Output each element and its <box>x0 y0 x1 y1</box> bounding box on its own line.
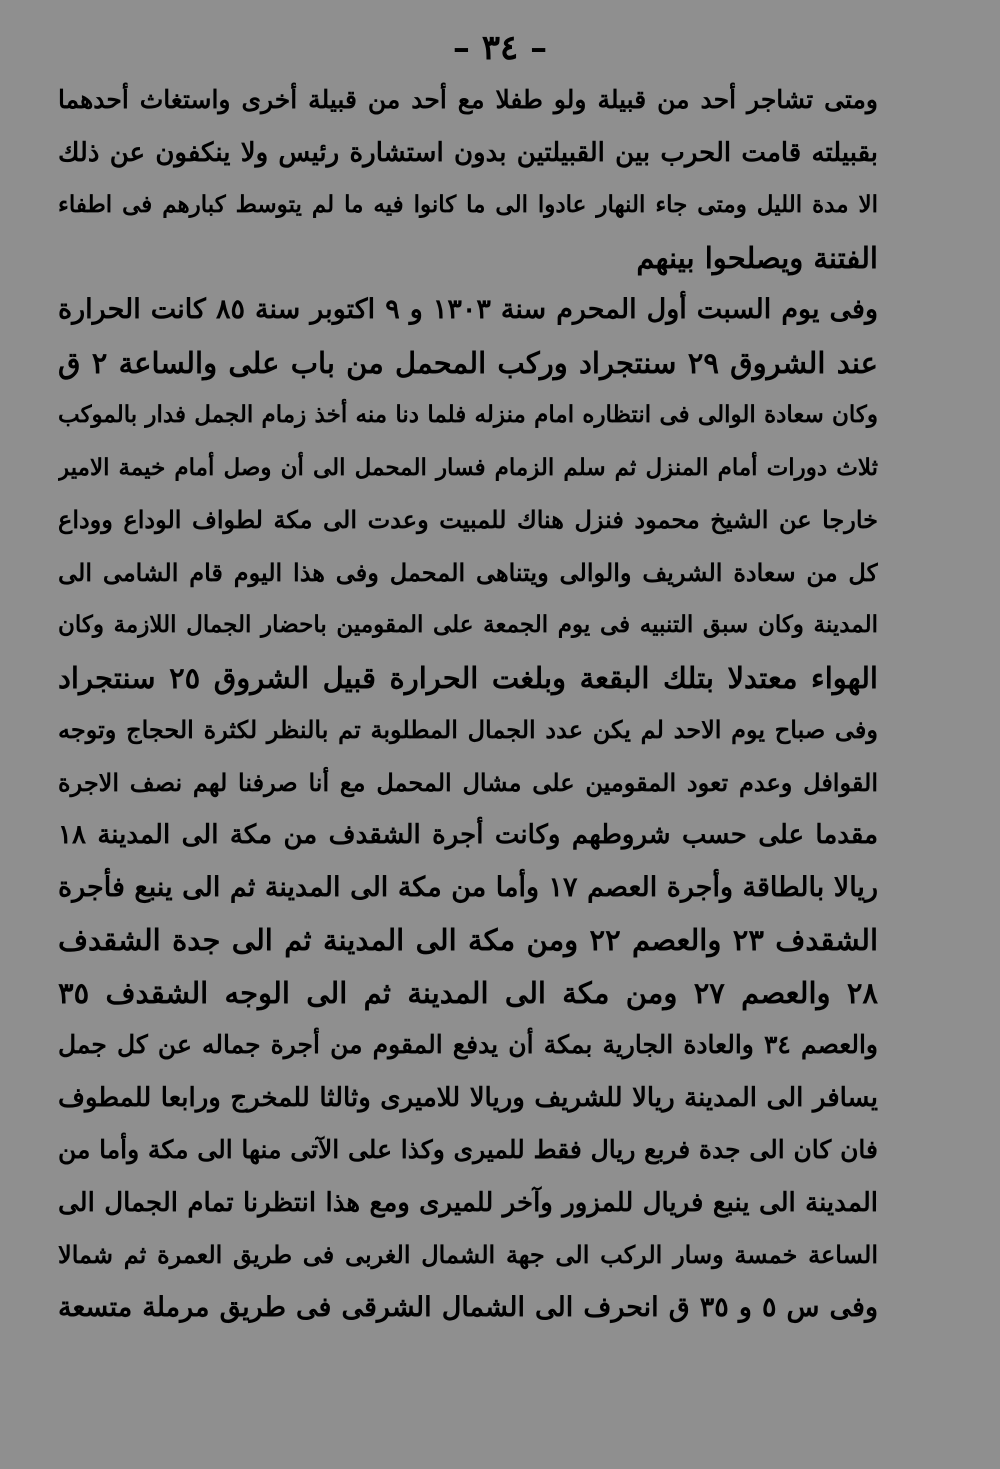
text-line: خارجا عن الشيخ محمود فنزل هناك للمبيت وعدت الى مكة لطواف الوداع ووداع <box>58 505 878 534</box>
text-line: المدينة وكان سبق التنبيه فى يوم الجمعة على المقومين باحضار الجمال اللازمة وكان <box>58 611 878 638</box>
text-line: القوافل وعدم تعود المقومين على مشال المحمل مع أنا صرفنا لهم نصف الاجرة <box>58 767 878 797</box>
text-line: والعصم ٣٤ والعادة الجارية بمكة أن يدفع المقوم من أجرة جماله عن كل جمل <box>58 1030 878 1059</box>
text-line: الا مدة الليل ومتى جاء النهار عادوا الى ما كانوا فيه ما لم يتوسط كبارهم فى اطفاء <box>58 191 878 218</box>
text-line: كل من سعادة الشريف والوالى ويتناهى المحمل وفى هذا اليوم قام الشامى الى <box>58 557 878 587</box>
text-line: فان كان الى جدة فربع ريال فقط للميرى وكذا على الآتى منها الى مكة وأما من <box>58 1135 878 1164</box>
text-line: وفى صباح يوم الاحد لم يكن عدد الجمال المطلوبة تم بالنظر لكثرة الحجاج وتوجه <box>58 715 878 744</box>
text-line: الشقدف ٢٣ والعصم ٢٢ ومن مكة الى المدينة ثم الى جدة الشقدف <box>58 923 878 957</box>
text-line: مقدما على حسب شروطهم وكانت أجرة الشقدف من مكة الى المدينة ١٨ <box>58 820 878 850</box>
text-line: يسافر الى المدينة ريالا للشريف وريالا للاميرى وثالثا للمخرج ورابعا للمطوف <box>58 1082 878 1113</box>
text-line: وفى س ٥ و ٣٥ ق انحرف الى الشمال الشرقى فى طريق مرملة متسعة <box>58 1291 878 1323</box>
text-line: الفتنة ويصلحوا بينهم <box>636 240 878 275</box>
text-line: ثلاث دورات أمام المنزل ثم سلم الزمام فسار المحمل الى أن وصل أمام خيمة الامير <box>58 453 878 481</box>
text-line: وفى يوم السبت أول المحرم سنة ١٣٠٣ و ٩ اكتوبر سنة ٨٥ كانت الحرارة <box>58 294 878 325</box>
text-line: ريالا بالطاقة وأجرة العصم ١٧ وأما من مكة الى المدينة ثم الى ينبع فأجرة <box>58 871 878 903</box>
text-line: ومتى تشاجر أحد من قبيلة ولو طفلا مع أحد من قبيلة أخرى واستغاث أحدهما <box>58 85 878 114</box>
text-line: ٢٨ والعصم ٢٧ ومن مكة الى المدينة ثم الى الوجه الشقدف ٣٥ <box>58 975 878 1010</box>
body-text <box>58 74 878 1334</box>
text-line: المدينة الى ينبع فريال للمزور وآخر للميرى ومع هذا انتظرنا تمام الجمال الى <box>58 1187 878 1218</box>
text-line: عند الشروق ٢٩ سنتجراد وركب المحمل من باب على والساعة ٢ ق <box>58 345 878 380</box>
page-number: – ٣٤ – <box>452 28 548 68</box>
text-line: الساعة خمسة وسار الركب الى جهة الشمال الغربى فى طريق العمرة ثم شمالا <box>58 1240 878 1269</box>
text-line: وكان سعادة الوالى فى انتظاره امام منزله فلما دنا منه أخذ زمام الجمل فدار بالموكب <box>58 401 878 428</box>
text-line: بقبيلته قامت الحرب بين القبيلتين بدون استشارة رئيس ولا ينكفون عن ذلك <box>58 137 878 168</box>
text-line: الهواء معتدلا بتلك البقعة وبلغت الحرارة قبيل الشروق ٢٥ سنتجراد <box>58 660 878 695</box>
